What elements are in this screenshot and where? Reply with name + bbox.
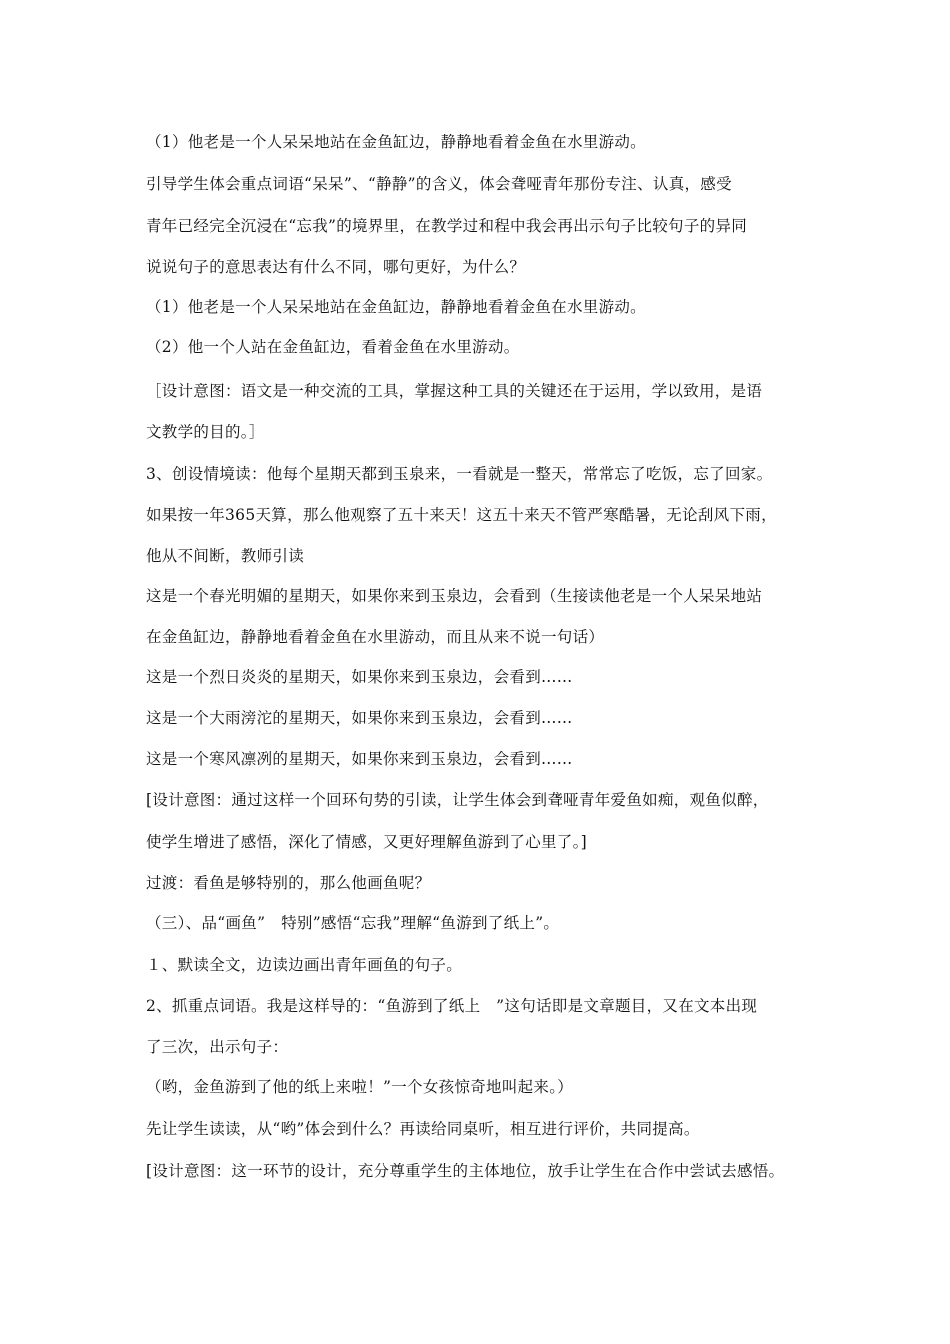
text-line: 这是一个寒风凛冽的星期天，如果你来到玉泉边，会看到…… [146,750,573,768]
text-line: 3、创设情境读：他每个星期天都到玉泉来，一看就是一整天，常常忘了吃饭，忘了回家。 [146,465,773,483]
text-line: 过渡：看鱼是够特别的，那么他画鱼呢？ [146,874,431,892]
text-line: 在金鱼缸边，静静地看着金鱼在水里游动，而且从来不说一句话） [146,628,605,646]
text-line: 这是一个大雨滂沱的星期天，如果你来到玉泉边，会看到…… [146,709,573,727]
text-line: 说说句子的意思表达有什么不同，哪句更好，为什么？ [146,258,526,276]
text-line: （哟，金鱼游到了他的纸上来啦！”一个女孩惊奇地叫起来。） [146,1078,574,1096]
text-line: 这是一个烈日炎炎的星期天，如果你来到玉泉边，会看到…… [146,668,573,686]
text-line: ［设计意图：语文是一种交流的工具，掌握这种工具的关键还在于运用，学以致用，是语 [146,382,763,400]
text-line: 先让学生读读，从“哟”体会到什么？再读给同桌听，相互进行评价，共同提高。 [146,1120,700,1138]
text-line: １、默读全文，边读边画出青年画鱼的句子。 [146,956,463,974]
text-line: （2）他一个人站在金鱼缸边，看着金鱼在水里游动。 [146,338,520,356]
text-line: 这是一个春光明媚的星期天，如果你来到玉泉边，会看到（生接读他老是一个人呆呆地站 [146,587,763,605]
text-line: 文教学的目的。］ [146,423,265,441]
section-heading: （三）、品“画鱼” 特别”感悟“忘我”理解“鱼游到了纸上”。 [146,914,560,932]
text-line: 青年已经完全沉浸在“忘我”的境界里，在教学过和程中我会再出示句子比较句子的异同 [146,217,748,235]
text-line: 使学生增进了感悟，深化了情感，又更好理解鱼游到了心里了。] [146,833,587,851]
text-line: 引导学生体会重点词语“呆呆”、“静静”的含义，体会聋哑青年那份专注、认真，感受 [146,175,732,193]
text-line: [设计意图：这一环节的设计，充分尊重学生的主体地位，放手让学生在合作中尝试去感悟。 [146,1162,785,1180]
text-line: 了三次，出示句子： [146,1038,289,1056]
text-line: 如果按一年365天算，那么他观察了五十来天！这五十来天不管严寒酷暑，无论刮风下雨， [146,506,777,524]
text-line: 他从不间断，教师引读 [146,547,305,565]
text-line: （1）他老是一个人呆呆地站在金鱼缸边，静静地看着金鱼在水里游动。 [146,133,646,151]
text-line: [设计意图：通过这样一个回环句势的引读，让学生体会到聋哑青年爱鱼如痴，观鱼似醉， [146,791,769,809]
text-line: （1）他老是一个人呆呆地站在金鱼缸边，静静地看着金鱼在水里游动。 [146,298,646,316]
text-line: 2、抓重点词语。我是这样导的：“鱼游到了纸上 ”这句话即是文章题目，又在文本出现 [146,997,758,1015]
